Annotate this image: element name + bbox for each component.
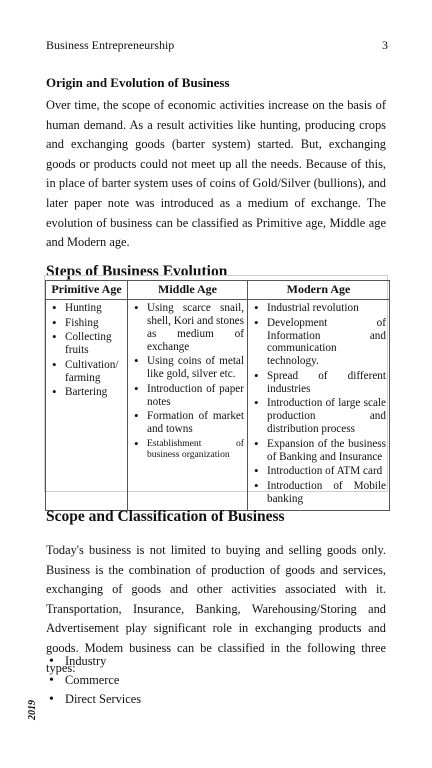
list-item: • Commerce: [46, 671, 141, 690]
column-header-modern: Modern Age: [248, 281, 390, 300]
evolution-table: [45, 280, 390, 511]
book-title: Business Entrepreneurship: [46, 38, 175, 52]
list-item: • Using scarce snail, shell, Kori and stones as medium of exchange: [129, 302, 244, 354]
list-item: • Fishing: [47, 317, 124, 330]
list-item: • Introduction of paper notes: [129, 383, 244, 409]
heading-scope: Scope and Classification of Business: [46, 508, 285, 525]
list-item: • Industry: [46, 652, 141, 671]
list-item: • Establishment of business organization: [129, 438, 244, 460]
column-header-primitive: Primitive Age: [46, 281, 128, 300]
list-item: • Introduction of ATM card: [249, 465, 386, 478]
list-item: • Collecting fruits: [47, 331, 124, 357]
paragraph-scope: Today's business is not limited to buying and selling goods only. Business is the combination of production of goods and services, exchanging of goods and other activities associated with it. Transportation, Insurance, Banking, Warehousing/Storing and Advertisement play significant role in exchanging products and goods. Modem business can be classified in the following three types:: [46, 543, 386, 675]
business-types-list: [46, 652, 141, 709]
column-primitive: [46, 300, 128, 511]
list-item: • Development of Information and communication technology.: [249, 317, 386, 369]
list-item: • Formation of market and towns: [129, 410, 244, 436]
list-item: • Cultivation/ farming: [47, 359, 124, 385]
list-item: • Introduction of large scale production and distribution process: [249, 397, 386, 436]
heading-steps: Steps of Business Evolution: [46, 263, 228, 280]
paragraph-origin: Over time, the scope of economic activities increase on the basis of human demand. As a result activities like hunting, producing crops and exchanging goods (barter system) started. But, exchanging goods or products could not meet up all the needs. Because of this, in place of barter system uses of coins of Gold/Silver (bullions), and later paper note was introduced as a medium of exchange. The evolution of business can be classified as Primitive age, Middle age and Modern age.: [46, 98, 386, 250]
page-number: 3: [382, 38, 388, 52]
year-label: 2019: [27, 700, 38, 720]
evolution-table-frame: [44, 275, 388, 505]
list-item: • Introduction of Mobile banking: [249, 480, 386, 506]
list-item: • Spread of different industries: [249, 370, 386, 396]
column-modern: [248, 300, 390, 511]
list-item: • Expansion of the business of Banking and Insurance: [249, 438, 386, 464]
column-middle: [128, 300, 248, 511]
column-header-middle: Middle Age: [128, 281, 248, 300]
list-item: • Bartering: [47, 386, 124, 399]
list-item: • Using coins of metal like gold, silver etc.: [129, 355, 244, 381]
list-item: • Industrial revolution: [249, 302, 386, 315]
heading-origin: Origin and Evolution of Business: [46, 75, 230, 90]
list-item: • Direct Services: [46, 690, 141, 709]
list-item: • Hunting: [47, 302, 124, 315]
